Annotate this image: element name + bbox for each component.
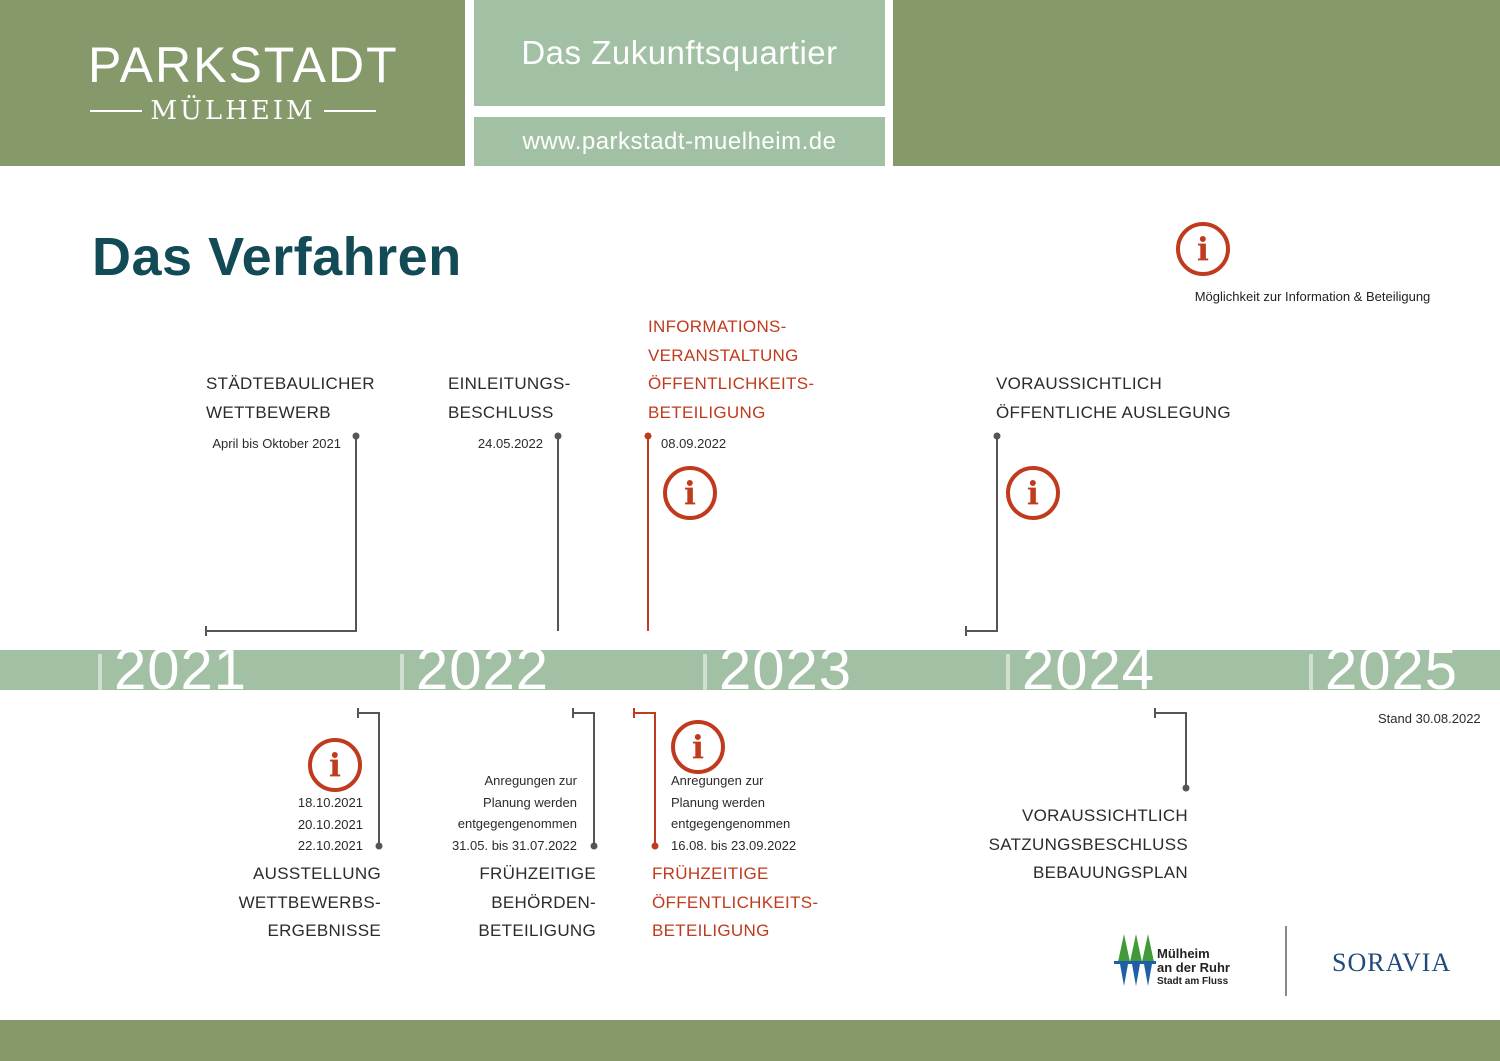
- event-note-line: Planung werden: [483, 794, 577, 810]
- year-tick: [703, 654, 707, 690]
- info-icon: i: [1006, 466, 1060, 520]
- info-icon: i: [671, 720, 725, 774]
- event-date: 24.05.2022: [477, 436, 543, 451]
- event-note-line: Anregungen zur: [671, 773, 764, 788]
- event-label-line: EINLEITUNGS-: [448, 374, 571, 393]
- city-logo-line: Stadt am Fluss: [1157, 976, 1229, 987]
- info-icon: i: [308, 738, 362, 792]
- event-fruehzeitige-oeffentlichkeitsbeteiligung: [652, 860, 818, 946]
- event-label-line: INFORMATIONS-: [648, 317, 787, 336]
- info-icon: i: [663, 466, 717, 520]
- event-date: 20.10.2021: [297, 816, 363, 832]
- event-label-line: WETTBEWERBS-: [238, 892, 381, 912]
- event-note-line: Planung werden: [671, 794, 765, 810]
- event-label-line: ÖFFENTLICHKEITS-: [652, 892, 819, 912]
- year-tick: [1006, 654, 1010, 690]
- footer-bar: [0, 1020, 1500, 1061]
- status-date: Stand 30.08.2022: [1378, 711, 1481, 726]
- year-tick: [98, 654, 102, 690]
- website-link[interactable]: www.parkstadt-muelheim.de: [474, 117, 885, 166]
- event-date: 22.10.2021: [297, 838, 363, 853]
- event-note-line: entgegengenommen: [671, 816, 791, 831]
- year-tick: [400, 654, 404, 690]
- year-label: 2023: [719, 637, 853, 702]
- event-notes: [400, 770, 577, 856]
- event-label-line: BETEILIGUNG: [648, 402, 766, 422]
- event-oeffentliche-auslegung: [996, 370, 1231, 427]
- logo-wordmark: PARKSTADT: [88, 37, 399, 93]
- event-label-line: AUSSTELLUNG: [252, 864, 381, 883]
- year-label: 2025: [1325, 637, 1459, 702]
- event-label-line: ÖFFENTLICHKEITS-: [648, 374, 815, 393]
- event-date: 18.10.2021: [297, 795, 363, 810]
- year-label: 2021: [114, 637, 248, 702]
- event-label-line: BESCHLUSS: [448, 402, 554, 422]
- city-logo-text: [1157, 947, 1230, 989]
- event-label-line: BETEILIGUNG: [478, 921, 596, 940]
- event-ausstellung-wettbewerbsergebnisse: [180, 860, 381, 946]
- event-label-line: VORAUSSICHTLICH: [1021, 806, 1188, 825]
- event-label-line: FRÜHZEITIGE: [479, 864, 596, 883]
- event-note-line: 31.05. bis 31.07.2022: [451, 837, 577, 853]
- year-tick: [1309, 654, 1313, 690]
- event-label-line: VORAUSSICHTLICH: [996, 374, 1163, 393]
- event-label-line: FRÜHZEITIGE: [652, 864, 769, 883]
- event-notes: [671, 770, 796, 856]
- event-informationsveranstaltung: [648, 313, 814, 427]
- city-logo-icon: [1114, 932, 1156, 988]
- event-label-line: ERGEBNISSE: [267, 921, 381, 940]
- city-logo-line: an der Ruhr: [1157, 960, 1230, 975]
- event-fruehzeitige-behoerdenbeteiligung: [400, 860, 596, 946]
- event-label-line: SATZUNGSBESCHLUSS: [988, 834, 1188, 854]
- city-logo-line: Mülheim: [1157, 946, 1210, 961]
- event-label-line: BETEILIGUNG: [652, 921, 770, 940]
- event-label-line: VERANSTALTUNG: [648, 345, 799, 365]
- page-title: Das Verfahren: [92, 227, 462, 287]
- event-satzungsbeschluss: [960, 802, 1188, 888]
- event-label-line: ÖFFENTLICHE AUSLEGUNG: [996, 402, 1231, 422]
- logo-sub-text: MÜLHEIM: [150, 96, 316, 126]
- event-label-line: BEBAUUNGSPLAN: [1032, 863, 1188, 882]
- event-label-line: WETTBEWERB: [206, 402, 331, 422]
- soravia-logo: SORAVIA: [1332, 948, 1452, 977]
- year-label: 2024: [1022, 637, 1156, 702]
- year-label: 2022: [416, 637, 550, 702]
- event-note-line: entgegengenommen: [457, 816, 577, 831]
- event-dates: [250, 792, 363, 857]
- event-date: 08.09.2022: [661, 436, 727, 451]
- event-note-line: Anregungen zur: [484, 773, 577, 788]
- info-icon: i: [1176, 222, 1230, 276]
- event-label-line: STÄDTEBAULICHER: [206, 374, 375, 393]
- event-staedtebaulicher-wettbewerb: [206, 370, 375, 427]
- tagline-box: Das Zukunftsquartier: [474, 0, 885, 106]
- legend-text: Möglichkeit zur Information & Beteiligung: [1194, 289, 1431, 304]
- event-einleitungsbeschluss: [448, 370, 571, 427]
- event-date: April bis Oktober 2021: [212, 436, 341, 451]
- event-label-line: BEHÖRDEN-: [491, 892, 596, 912]
- event-note-line: 16.08. bis 23.09.2022: [671, 837, 797, 853]
